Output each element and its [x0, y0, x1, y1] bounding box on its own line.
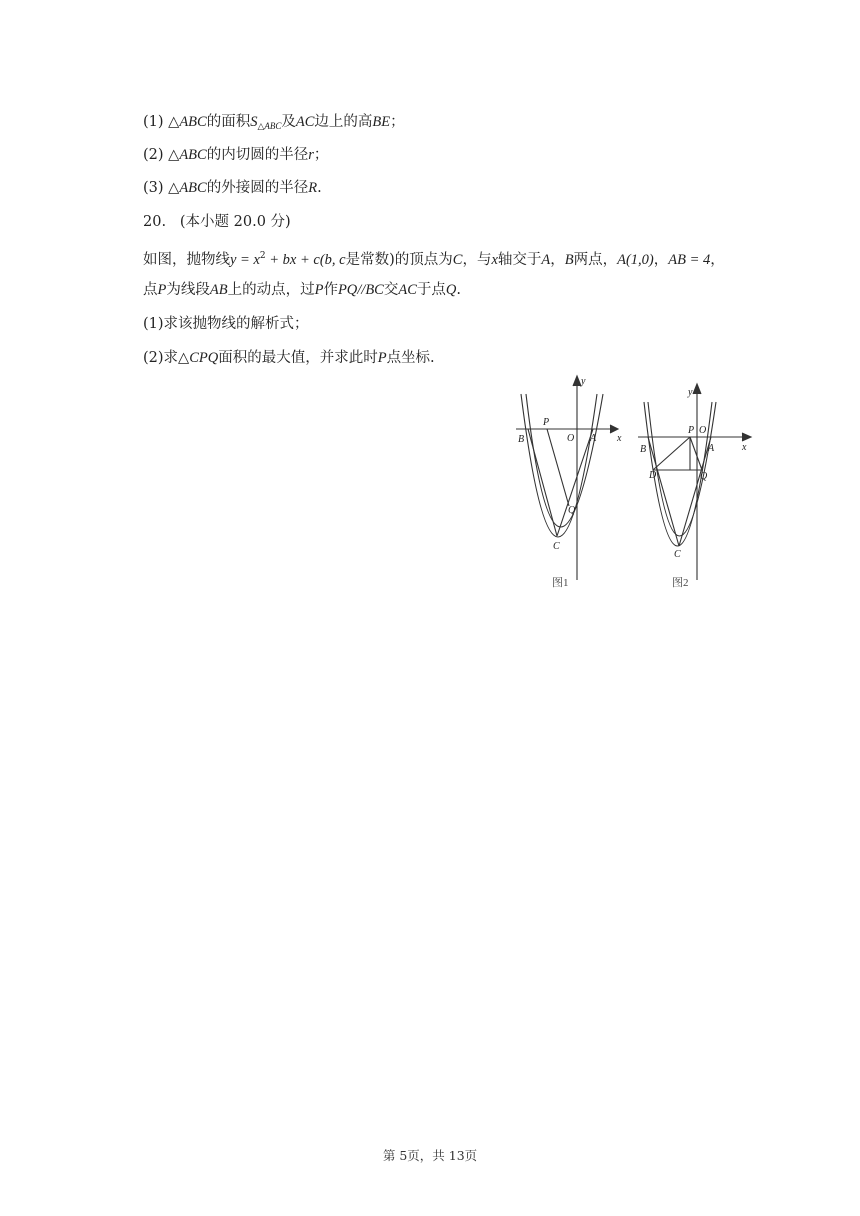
svg-text:A: A	[708, 443, 715, 454]
svg-text:P: P	[688, 425, 695, 436]
problem-line-1: 如图，抛物线$y = x^2$ + bx + c(b, c是常数)的顶点为C，与x轴交于A，B两点，A(1,0)，AB = 4，	[143, 251, 725, 268]
svg-text:B: B	[640, 444, 647, 455]
sub-question-2: (2) △ABC的内切圆的半径r；	[143, 147, 329, 163]
part-2: (2)求△CPQ面积的最大值，并求此时P点坐标.	[143, 350, 435, 366]
figure-1-labels	[518, 376, 622, 589]
svg-text:O: O	[699, 425, 707, 436]
figure-2-labels	[640, 387, 747, 589]
question-number: 20.	[143, 214, 167, 230]
svg-text:x: x	[742, 442, 747, 453]
sub-question-3: (3) △ABC的外接圆的半径R.	[143, 180, 322, 196]
problem-line-2: 点P为线段AB上的动点，过P作PQ//BC交AC于点Q.	[143, 282, 461, 298]
svg-text:D: D	[649, 470, 657, 481]
svg-text:P: P	[543, 417, 550, 428]
svg-text:x: x	[617, 433, 622, 444]
svg-text:y: y	[688, 387, 693, 398]
svg-text:y: y	[581, 376, 586, 387]
part-1: (1)求该抛物线的解析式；	[143, 316, 309, 332]
svg-text:Q: Q	[568, 505, 576, 516]
figure-1	[516, 376, 618, 580]
question-header	[143, 212, 291, 232]
svg-text:C: C	[553, 541, 560, 552]
svg-text:图1: 图1	[552, 577, 569, 589]
page-footer: 第 5页，共 13页	[382, 1148, 478, 1163]
svg-text:O: O	[567, 433, 575, 444]
sub-question-1: (1) △ABC的面积$S_{\triangle ABC}$及AC边上的高BE；	[143, 114, 405, 131]
svg-text:Q: Q	[700, 471, 708, 482]
svg-text:图2: 图2	[672, 577, 689, 589]
svg-text:B: B	[518, 434, 525, 445]
figure-2	[638, 384, 751, 580]
question-meta: (本小题 20.0 分)	[179, 214, 291, 230]
svg-text:C: C	[674, 549, 681, 560]
svg-text:A: A	[590, 433, 597, 444]
